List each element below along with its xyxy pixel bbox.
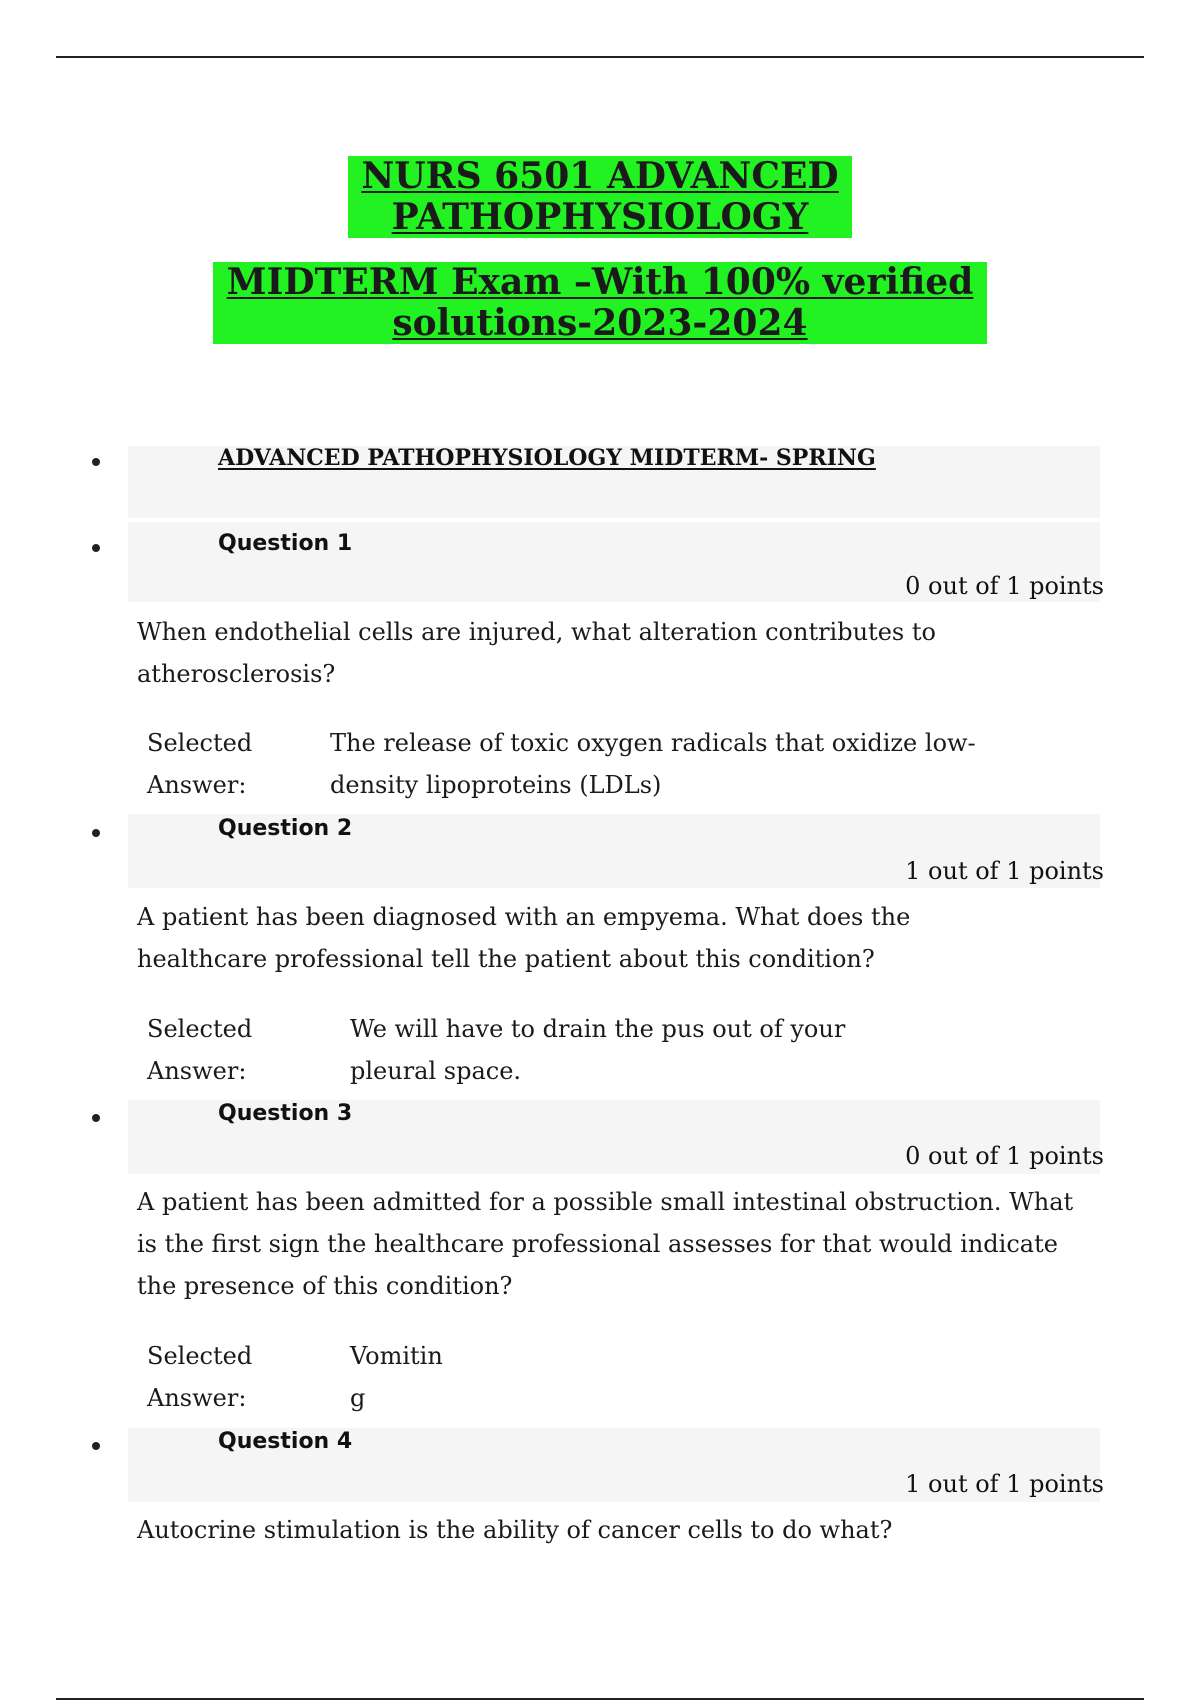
question-1-points: 0 out of 1 points (905, 572, 1104, 600)
question-2-selected-label (147, 1008, 297, 1092)
answer-line1: We will have to drain the pus out of your (350, 1015, 846, 1043)
bullet-icon (92, 1114, 100, 1122)
question-3-points: 0 out of 1 points (905, 1142, 1104, 1170)
question-3-selected-answer (350, 1335, 443, 1419)
answer-line1: Vomitin (350, 1342, 443, 1370)
selected-label-line1: Selected (147, 729, 253, 757)
question-3-label: Question 3 (218, 1101, 353, 1126)
question-1-label: Question 1 (218, 531, 353, 556)
bullet-icon (92, 829, 100, 837)
title-line-1: NURS 6501 ADVANCED PATHOPHYSIOLOGY (348, 156, 852, 238)
question-1-selected-answer (330, 722, 976, 806)
answer-line1: The release of toxic oxygen radicals that oxidize low- (330, 729, 976, 757)
selected-label-line2: Answer: (147, 771, 247, 799)
question-4-label: Question 4 (218, 1429, 353, 1454)
answer-line2: g (350, 1384, 366, 1412)
question-2-points: 1 out of 1 points (905, 857, 1104, 885)
question-2-selected-answer (350, 1008, 845, 1092)
document-subtitle (0, 262, 1200, 344)
question-1-selected-label (147, 722, 297, 806)
question-3-text: A patient has been admitted for a possible small intestinal obstruction. What is the first sign the healthcare professional assesses for that would indicate the presence of this condition? (137, 1188, 1074, 1300)
question-1-text: When endothelial cells are injured, what alteration contributes to atherosclerosis? (137, 618, 936, 688)
document-title (0, 156, 1200, 238)
selected-label-line2: Answer: (147, 1057, 247, 1085)
selected-label-line2: Answer: (147, 1384, 247, 1412)
question-4-text: Autocrine stimulation is the ability of cancer cells to do what? (137, 1516, 893, 1544)
bullet-icon (92, 458, 100, 466)
answer-line2: density lipoproteins (LDLs) (330, 771, 662, 799)
bullet-icon (92, 544, 100, 552)
top-rule (56, 56, 1144, 58)
question-4-points: 1 out of 1 points (905, 1470, 1104, 1498)
question-3-selected-label (147, 1335, 297, 1419)
section-heading: ADVANCED PATHOPHYSIOLOGY MIDTERM- SPRING (218, 445, 876, 471)
title-line-2: MIDTERM Exam –With 100% verified solutions-2023-2024 (213, 262, 987, 344)
question-2-label: Question 2 (218, 816, 353, 841)
selected-label-line1: Selected (147, 1342, 253, 1370)
bullet-icon (92, 1442, 100, 1450)
question-2-text: A patient has been diagnosed with an empyema. What does the healthcare professional tell the patient about this condition? (137, 903, 911, 973)
answer-line2: pleural space. (350, 1057, 522, 1085)
selected-label-line1: Selected (147, 1015, 253, 1043)
